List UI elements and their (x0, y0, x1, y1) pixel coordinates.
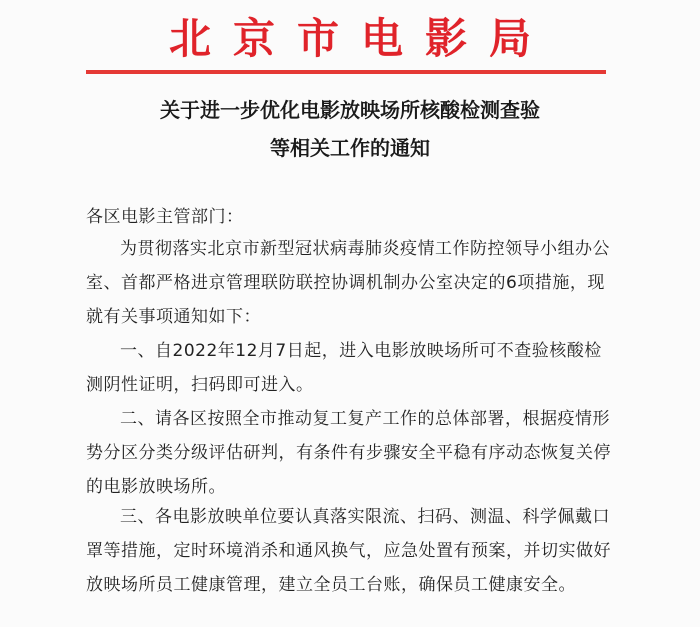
item-3-paragraph: 三、各电影放映单位要认真落实限流、扫码、测温、科学佩戴口罩等措施，定时环境消杀和通风换气，应急处置有预案，并切实做好放映场所员工健康管理，建立全员工台账，确保员工健康安全。 (86, 507, 611, 595)
notice-title-line-1: 关于进一步优化电影放映场所核酸检测查验 (160, 98, 540, 122)
letterhead-red-rule (86, 70, 606, 74)
letterhead-org-name: 北京市电影局 (168, 14, 553, 63)
item-2-paragraph: 二、请各区按照全市推动复工复产工作的总体部署，根据疫情形势分区分类分级评估研判，有条件有步骤安全平稳有序动态恢复关停的电影放映场所。 (86, 409, 611, 497)
intro-paragraph: 为贯彻落实北京市新型冠状病毒肺炎疫情工作防控领导小组办公室、首都严格进京管理联防联控协调机制办公室决定的6项措施，现就有关事项通知如下： (86, 239, 610, 327)
item-1-paragraph: 一、自2022年12月7日起，进入电影放映场所可不查验核酸检测阴性证明，扫码即可进入。 (86, 341, 602, 395)
salutation: 各区电影主管部门： (86, 207, 244, 227)
notice-title-line-2: 等相关工作的通知 (270, 136, 430, 160)
